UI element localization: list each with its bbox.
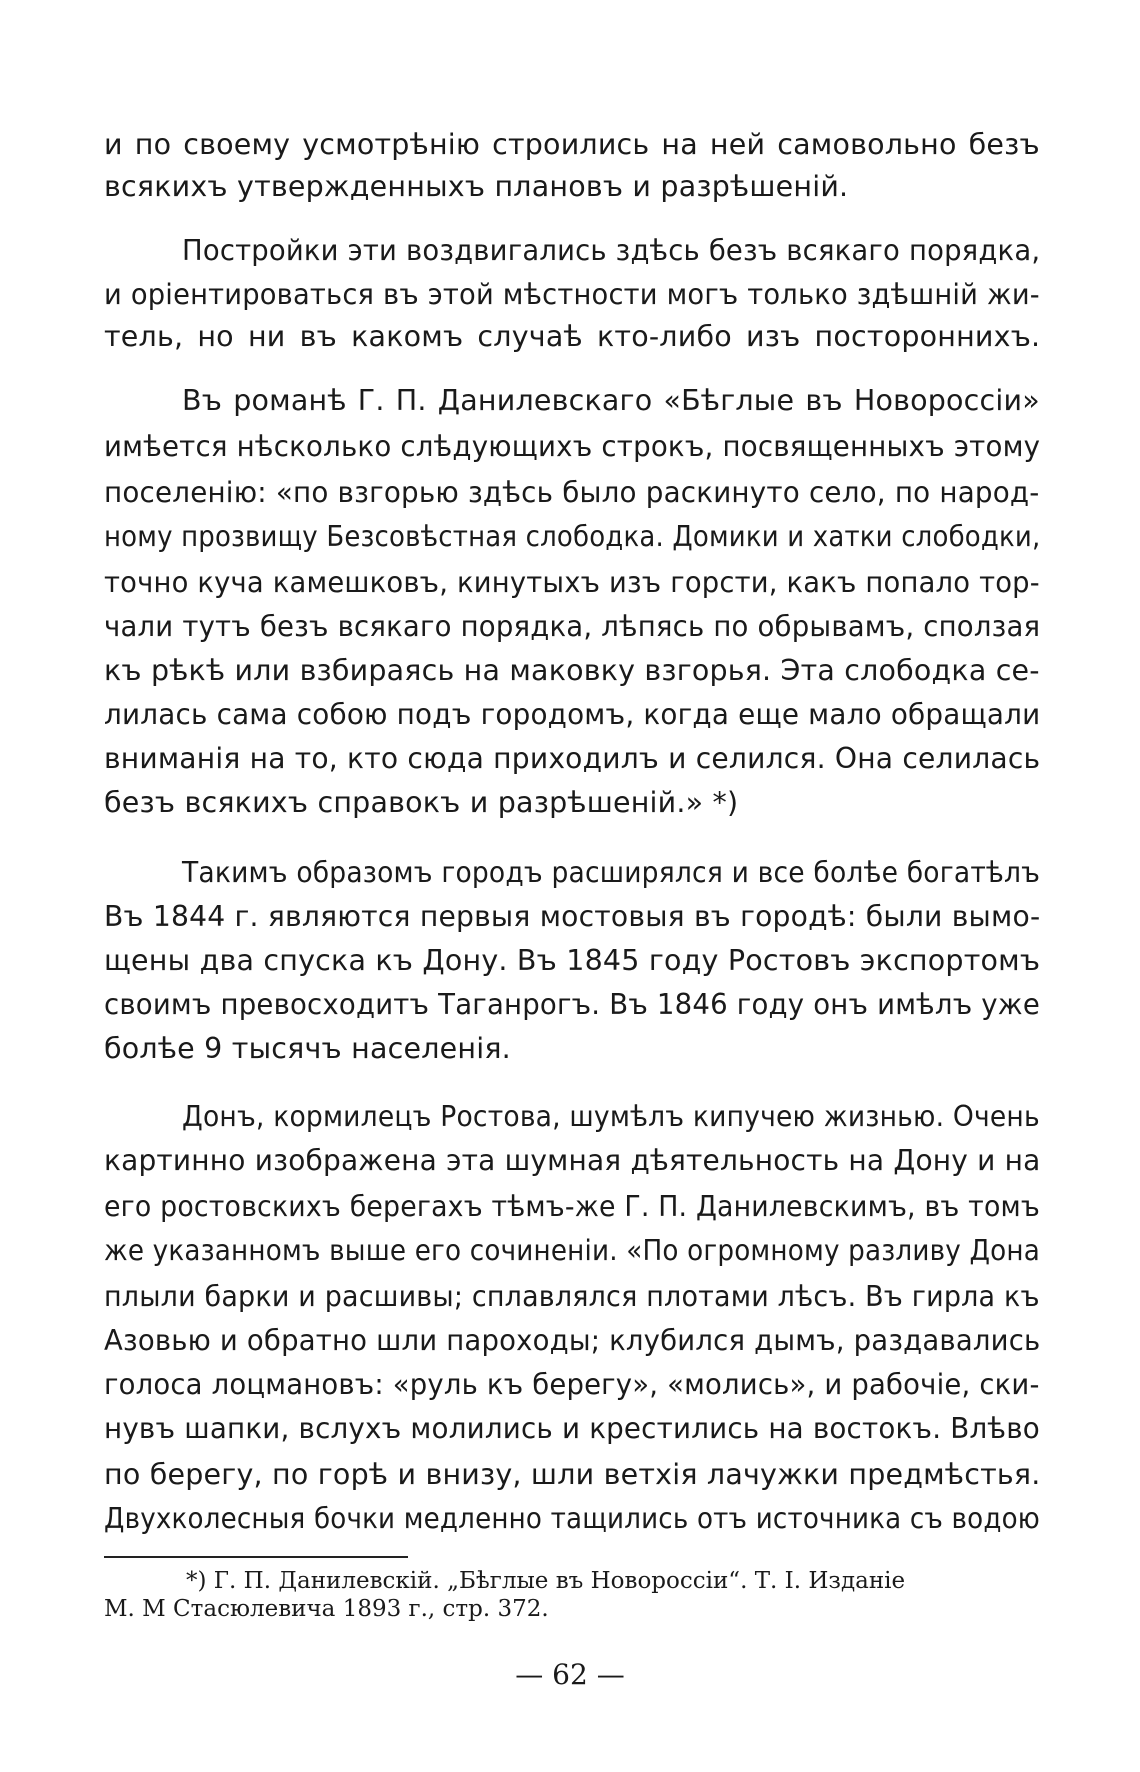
body-text-line: щены два спуска къ Дону. Въ 1845 году Ростовъ экспортомъ <box>104 944 1041 977</box>
body-text-line: картинно изображена эта шумная дѣятельность на Дону и на <box>104 1144 1041 1177</box>
body-text-line: чали тутъ безъ всякаго порядка, лѣпясь по обрывамъ, сползая <box>104 610 1041 643</box>
body-text-line: безъ всякихъ справокъ и разрѣшеній.» *) <box>104 786 739 819</box>
body-text-line: же указанномъ выше его сочиненіи. «По огромному разливу Дона <box>104 1234 1040 1267</box>
body-text-line: голоса лоцмановъ: «руль къ берегу», «молись», и рабочіе, ски- <box>104 1368 1040 1401</box>
body-text-line: Двухколесныя бочки медленно тащились отъ источника съ водою <box>104 1502 1040 1535</box>
body-text-line: Въ 1844 г. являются первыя мостовыя въ городѣ: были вымо- <box>104 900 1041 933</box>
body-text-line: плыли барки и расшивы; сплавлялся плотами лѣсъ. Въ гирла къ <box>104 1280 1040 1313</box>
body-text-line: его ростовскихъ берегахъ тѣмъ-же Г. П. Данилевскимъ, въ томъ <box>104 1190 1040 1223</box>
body-text-line: Азовью и обратно шли пароходы; клубился дымъ, раздавались <box>104 1324 1041 1357</box>
body-text-line: ному прозвищу Безсовѣстная слободка. Домики и хатки слободки, <box>104 520 1041 553</box>
body-text-line: своимъ превосходитъ Таганрогъ. Въ 1846 году онъ имѣлъ уже <box>104 988 1040 1021</box>
body-text-line: имѣется нѣсколько слѣдующихъ строкъ, посвященныхъ этому <box>104 430 1041 463</box>
body-text-line: Постройки эти воздвигались здѣсь безъ всякаго порядка, <box>182 234 1041 267</box>
body-text-line: Донъ, кормилецъ Ростова, шумѣлъ кипучею жизнью. Очень <box>182 1100 1040 1133</box>
page-number: — 62 — <box>515 1658 625 1691</box>
body-text-line: и оріентироваться въ этой мѣстности могъ только здѣшній жи- <box>104 278 1040 311</box>
body-text-line: Такимъ образомъ городъ расширялся и все болѣе богатѣлъ <box>182 856 1041 889</box>
body-text-line: болѣе 9 тысячъ населенія. <box>104 1032 511 1065</box>
body-text-line: Въ романѣ Г. П. Данилевскаго «Бѣглые въ Новороссіи» <box>182 384 1040 417</box>
footnote-line: М. М Стасюлевича 1893 г., стр. 372. <box>104 1596 549 1622</box>
body-text-line: нувъ шапки, вслухъ молились и крестились на востокъ. Влѣво <box>104 1412 1040 1445</box>
body-text-line: и по своему усмотрѣнію строились на ней самовольно безъ <box>104 128 1040 161</box>
body-text-line: лилась сама собою подъ городомъ, когда еще мало обращали <box>104 698 1041 731</box>
body-text-line: по берегу, по горѣ и внизу, шли ветхія лачужки предмѣстья. <box>104 1458 1041 1491</box>
footnote-line: *) Г. П. Данилевскій. „Бѣглые въ Новороссіи“. Т. I. Изданіе <box>186 1568 906 1594</box>
body-text-line: точно куча камешковъ, кинутыхъ изъ горсти, какъ попало тор- <box>104 566 1040 599</box>
body-text-line: вниманія на то, кто сюда приходилъ и селился. Она селилась <box>104 742 1041 775</box>
body-text-line: поселенію: «по взгорью здѣсь было раскинуто село, по народ- <box>104 476 1040 509</box>
footnote-divider <box>104 1556 408 1558</box>
body-text-line: къ рѣкѣ или взбираясь на маковку взгорья. Эта слободка се- <box>104 654 1040 687</box>
body-text-line: всякихъ утвержденныхъ плановъ и разрѣшеній. <box>104 170 849 203</box>
body-text-line: тель, но ни въ какомъ случаѣ кто-либо изъ постороннихъ. <box>104 320 1041 353</box>
